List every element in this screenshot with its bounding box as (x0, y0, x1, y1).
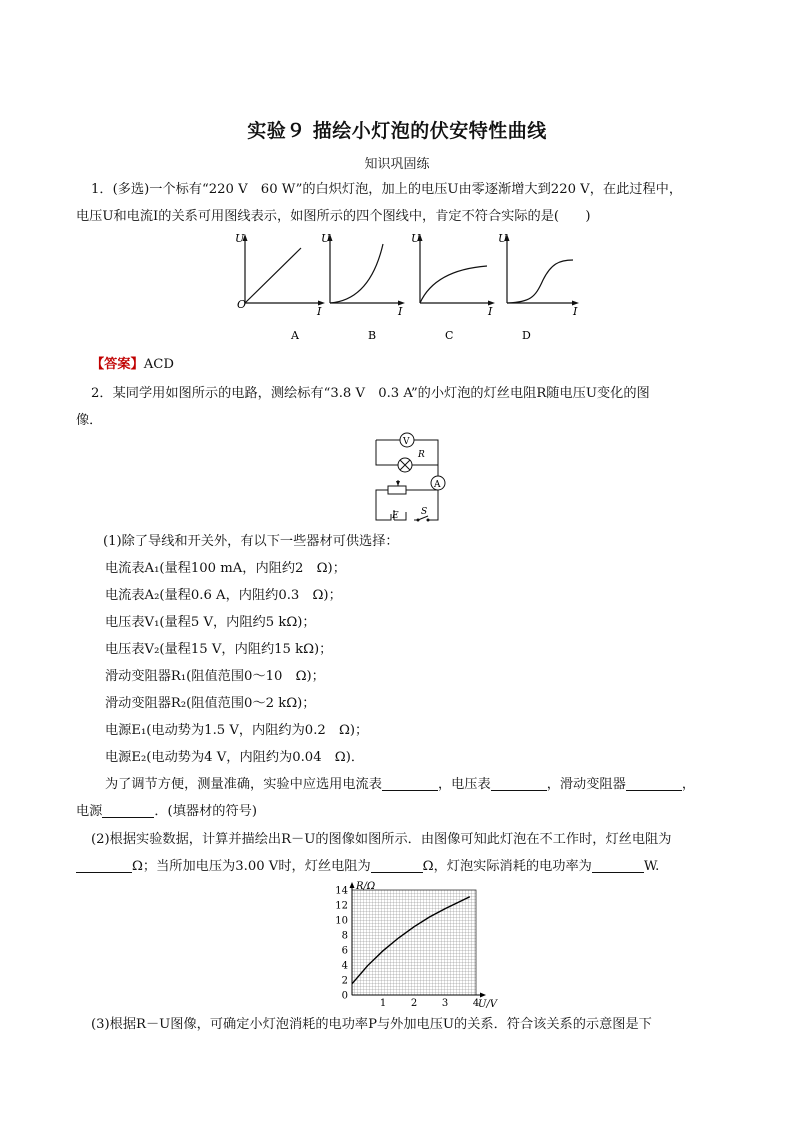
graph-c-x-label: I (488, 305, 493, 318)
part2-text-b: Ω；当所加电压为3.00 V时，灯丝电阻为 (132, 859, 371, 874)
y-tick-label: 12 (335, 900, 348, 912)
lamp-label: R (418, 450, 425, 460)
answer-blank-rheostat[interactable] (626, 776, 682, 791)
equipment-item: 电流表A₁(量程100 mA，内阻约2 Ω)； (105, 561, 346, 576)
x-axis-arrow (480, 993, 486, 998)
graph-d (498, 232, 579, 342)
option-d-label: D (522, 329, 531, 342)
answer-blank-resistance-3v[interactable] (371, 858, 423, 873)
graph-d-y-label: U (498, 232, 508, 245)
graph-d-x-label: I (573, 305, 578, 318)
q1-text-line2: 电压U和电流I的关系可用图线表示，如图所示的四个图线中，肯定不符合实际的是( ) (76, 209, 591, 224)
x-tick-label: 3 (441, 998, 449, 1009)
q2-text-line2: 像． (76, 413, 103, 428)
q1-ui-graphs (225, 228, 585, 348)
graph-a-y-label: U (235, 232, 245, 245)
q1-answer (91, 355, 174, 375)
part1-text-e: 电源 (76, 804, 103, 819)
y-tick-label: 14 (335, 885, 348, 897)
answer-blank-source[interactable] (102, 803, 154, 818)
battery-label: E (392, 511, 399, 521)
switch-label: S (421, 507, 428, 517)
equipment-item: 电源E₂(电动势为4 V，内阻约为0.04 Ω)． (105, 750, 365, 765)
ammeter-label: A (434, 480, 441, 490)
q2-part3-text: (3)根据R－U图像，可确定小灯泡消耗的电功率P与外加电压U的关系．符合该关系的示意图是下 (91, 1017, 652, 1032)
rheostat-symbol (388, 486, 406, 494)
x-tick-label: 4 (472, 998, 480, 1009)
y-tick-label: 6 (341, 945, 348, 957)
graph-b-y-label: U (321, 232, 331, 245)
option-c-label: C (445, 329, 454, 342)
y-tick-label: 2 (341, 975, 348, 987)
answer-tag: 【答案】 (91, 357, 144, 372)
graph-a-origin-label: O (237, 298, 247, 311)
r-u-chart (330, 878, 498, 1010)
graph-b (321, 232, 405, 342)
q2-part2-line1: (2)根据实验数据，计算并描绘出R－U的图像如图所示．由图像可知此灯泡在不工作时，灯丝电阻为 (91, 832, 672, 847)
section-subtitle: 知识巩固练 (364, 157, 430, 172)
graph-c-y-label: U (411, 232, 421, 245)
q2-part1-question (105, 775, 695, 795)
part1-text-d: ， (681, 777, 695, 792)
equipment-item: 电源E₁(电动势为1.5 V，内阻约为0.2 Ω)； (105, 723, 369, 738)
y-axis-arrow (350, 882, 355, 888)
x-tick-label: 2 (410, 998, 418, 1009)
q2-part1-intro: (1)除了导线和开关外，有以下一些器材可供选择： (103, 534, 399, 549)
voltmeter-label: V (403, 437, 410, 447)
answer-blank-cold-resistance[interactable] (76, 858, 132, 873)
answer-value: ACD (143, 357, 174, 372)
circuit-diagram (366, 430, 452, 522)
part1-text-a: 为了调节方便，测量准确，实验中应选用电流表 (105, 777, 382, 792)
q1-text-line1: 1．(多选)一个标有“220 V 60 W”的白炽灯泡，加上的电压U由零逐渐增大到220 V，在此过程中， (91, 182, 683, 197)
q2-part2-line2 (76, 857, 659, 877)
graph-a-x-label: I (317, 305, 322, 318)
graph-b-x-label: I (398, 305, 403, 318)
equipment-item: 滑动变阻器R₂(阻值范围0～2 kΩ)； (105, 696, 316, 711)
chart-grid-area (352, 890, 476, 995)
y-axis-label: R/Ω (356, 881, 376, 892)
equipment-item: 电压表V₂(量程15 V，内阻约15 kΩ)； (105, 642, 333, 657)
graph-a (235, 232, 325, 342)
page-title: 实验９ 描绘小灯泡的伏安特性曲线 (247, 120, 547, 142)
q2-text-line1: 2．某同学用如图所示的电路，测绘标有“3.8 V 0.3 A”的小灯泡的灯丝电阻R随电压U变化的图 (91, 386, 650, 401)
equipment-item: 滑动变阻器R₁(阻值范围0～10 Ω)； (105, 669, 325, 684)
y-tick-label: 0 (341, 990, 348, 1002)
y-tick-label: 4 (341, 960, 348, 972)
y-tick-label: 10 (335, 915, 348, 927)
part2-text-d: W. (643, 859, 660, 874)
option-a-label: A (291, 329, 299, 342)
y-tick-label: 8 (341, 930, 348, 942)
answer-blank-ammeter[interactable] (382, 776, 438, 791)
option-b-label: B (368, 329, 377, 342)
part1-text-b: ，电压表 (437, 777, 491, 792)
x-axis-label: U/V (478, 999, 498, 1010)
answer-blank-voltmeter[interactable] (491, 776, 547, 791)
x-tick-label: 1 (379, 998, 387, 1009)
part2-text-c: Ω，灯泡实际消耗的电功率为 (422, 859, 592, 874)
part1-text-c: ，滑动变阻器 (546, 777, 626, 792)
equipment-item: 电流表A₂(量程0.6 A，内阻约0.3 Ω)； (105, 588, 342, 603)
part1-text-f: ．(填器材的符号) (154, 804, 257, 819)
equipment-item: 电压表V₁(量程5 V，内阻约5 kΩ)； (105, 615, 316, 630)
q2-part1-question-cont (76, 802, 257, 822)
graph-c (411, 232, 495, 342)
answer-blank-power[interactable] (592, 858, 644, 873)
